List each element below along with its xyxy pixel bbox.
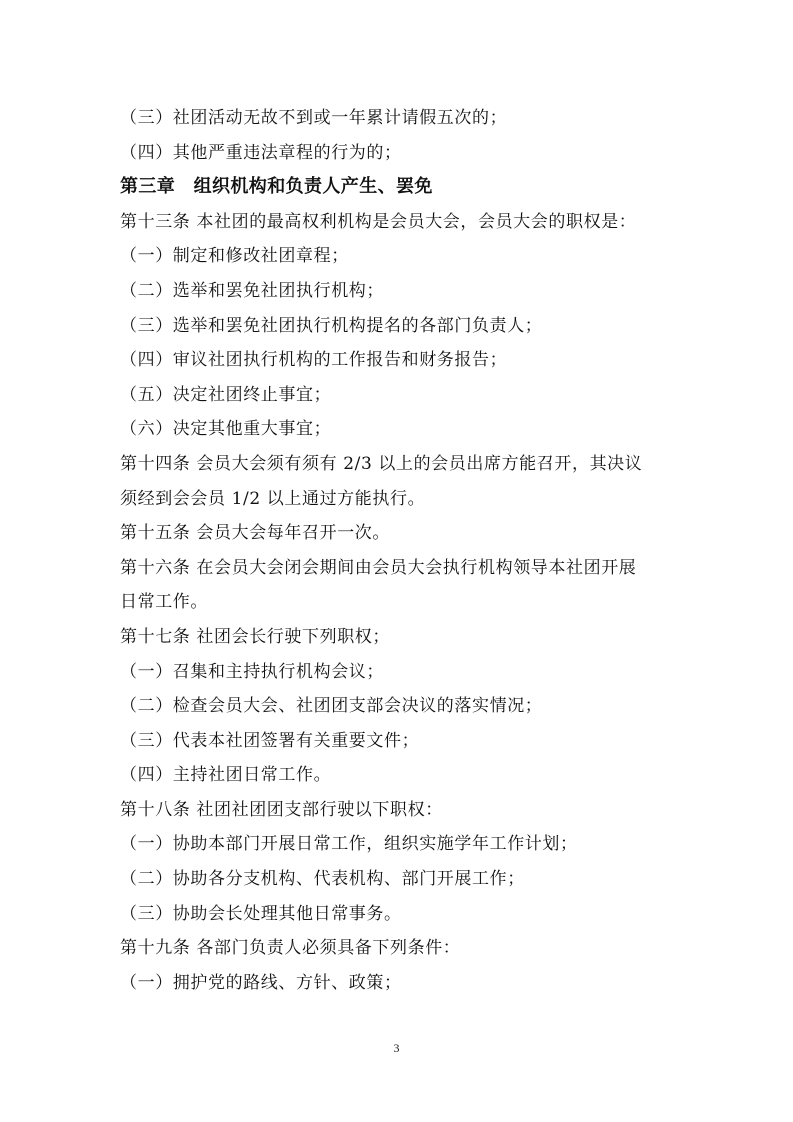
- list-item: （四）审议社团执行机构的工作报告和财务报告；: [120, 350, 508, 371]
- list-item: （四）主持社团日常工作。: [120, 765, 332, 786]
- list-item: （二）检查会员大会、社团团支部会决议的落实情况；: [120, 696, 543, 717]
- list-item: （一）协助本部门开展日常工作，组织实施学年工作计划；: [120, 834, 578, 855]
- article-line: 第十六条 在会员大会闭会期间由会员大会执行机构领导本社团开展: [120, 557, 637, 578]
- chapter-heading: 第三章 组织机构和负责人产生、罢免: [120, 176, 433, 198]
- article-line: 第十八条 社团社团团支部行驶以下职权：: [120, 799, 443, 820]
- article-continuation: 日常工作。: [120, 592, 208, 613]
- page-number: 3: [393, 1041, 400, 1055]
- list-item: （三）协助会长处理其他日常事务。: [120, 903, 402, 924]
- list-item: （三）社团活动无故不到或一年累计请假五次的；: [120, 108, 508, 128]
- article-line: 第十三条 本社团的最高权利机构是会员大会，会员大会的职权是：: [120, 211, 637, 232]
- document-body: [120, 101, 700, 1000]
- list-item: （一）制定和修改社团章程；: [120, 246, 349, 267]
- article-line: 第十九条 各部门负责人必须具备下列条件：: [120, 938, 461, 959]
- article-line: 第十五条 会员大会每年召开一次。: [120, 523, 391, 544]
- list-item: （四）其他严重违法章程的行为的；: [120, 142, 402, 163]
- list-item: （一）拥护党的路线、方针、政策；: [120, 972, 402, 993]
- list-item: （一）召集和主持执行机构会议；: [120, 661, 384, 682]
- article-continuation: 须经到会会员 1/2 以上通过方能执行。: [120, 488, 426, 509]
- article-line: 第十四条 会员大会须有须有 2/3 以上的会员出席方能召开，其决议: [120, 453, 643, 474]
- list-item: （六）决定其他重大事宜；: [120, 419, 332, 440]
- list-item: （三）选举和罢免社团执行机构提名的各部门负责人；: [120, 315, 543, 336]
- list-item: （二）协助各分支机构、代表机构、部门开展工作；: [120, 869, 525, 890]
- article-line: 第十七条 社团会长行驶下列职权；: [120, 626, 391, 647]
- list-item: （三）代表本社团签署有关重要文件；: [120, 730, 420, 751]
- list-item: （五）决定社团终止事宜；: [120, 384, 332, 405]
- list-item: （二）选举和罢免社团执行机构；: [120, 280, 384, 301]
